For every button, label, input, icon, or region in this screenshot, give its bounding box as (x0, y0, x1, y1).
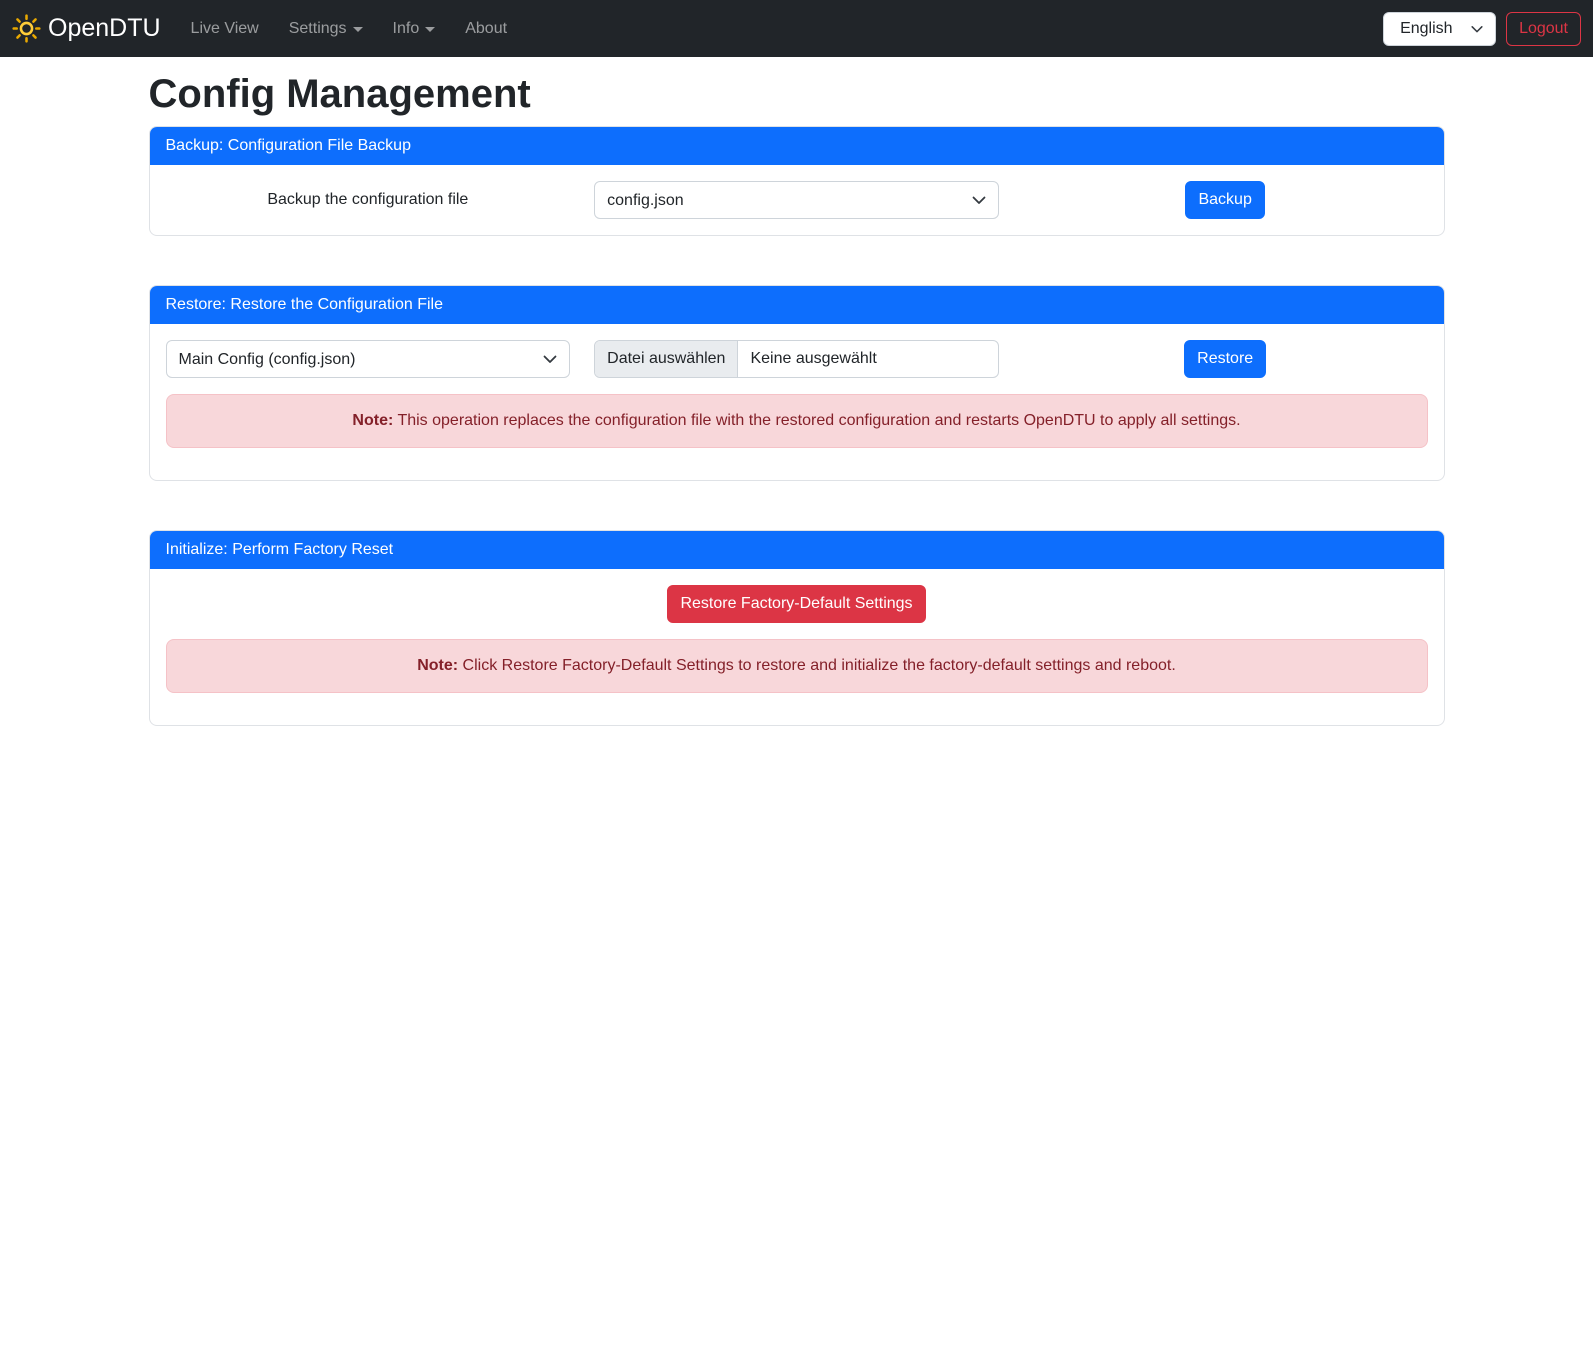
backup-card-body (150, 165, 1444, 235)
backup-button[interactable]: Backup (1185, 181, 1264, 219)
restore-card-body (150, 324, 1444, 480)
brand-link[interactable] (12, 14, 169, 43)
restore-card-header: Restore: Restore the Configuration File (150, 286, 1444, 324)
sun-icon (12, 14, 41, 43)
nav-item-settings[interactable] (281, 12, 371, 46)
language-select-wrap (1383, 12, 1496, 46)
restore-config-select-wrap (166, 340, 571, 378)
restore-button[interactable]: Restore (1184, 340, 1266, 378)
factory-reset-card-header: Initialize: Perform Factory Reset (150, 531, 1444, 569)
restore-file-input[interactable] (594, 340, 999, 378)
note-text: This operation replaces the configuration file with the restored configuration and restarts OpenDTU to apply all settings. (397, 412, 1241, 429)
factory-reset-note-alert (166, 639, 1428, 693)
page-title: Config Management (148, 72, 531, 116)
restore-config-select[interactable] (166, 340, 571, 378)
nav-item-about[interactable] (457, 12, 515, 46)
nav-item-label: Live View (190, 19, 259, 37)
note-label: Note: (417, 657, 459, 674)
file-choose-button[interactable]: Datei auswählen (595, 341, 738, 377)
restore-note-alert (166, 394, 1428, 448)
top-navbar (0, 0, 1593, 57)
note-text: Click Restore Factory-Default Settings to restore and initialize the factory-default settings and reboot. (462, 657, 1176, 674)
logout-button[interactable]: Logout (1506, 12, 1581, 46)
nav-item-label: Info (392, 19, 420, 37)
factory-reset-card (149, 530, 1445, 726)
backup-file-select-wrap (594, 181, 999, 219)
restore-card (149, 285, 1445, 481)
backup-card (149, 126, 1445, 236)
nav-item-info[interactable] (385, 12, 444, 46)
chevron-down-icon (425, 27, 435, 32)
main-content (137, 72, 1457, 726)
nav-item-label: About (465, 19, 508, 37)
note-label: Note: (352, 412, 394, 429)
nav-item-label: Settings (288, 19, 347, 37)
backup-card-header: Backup: Configuration File Backup (150, 127, 1444, 165)
language-select[interactable] (1383, 12, 1496, 46)
backup-file-label: Backup the configuration file (267, 191, 469, 208)
factory-reset-button[interactable]: Restore Factory-Default Settings (667, 585, 925, 623)
nav-links (183, 12, 530, 46)
backup-file-select[interactable] (594, 181, 999, 219)
nav-item-live-view[interactable] (183, 12, 267, 46)
factory-reset-card-body (150, 569, 1444, 725)
file-chosen-status: Keine ausgewählt (750, 350, 877, 367)
chevron-down-icon (353, 27, 363, 32)
brand-label: OpenDTU (48, 14, 161, 42)
navbar-right-group (1383, 12, 1581, 46)
